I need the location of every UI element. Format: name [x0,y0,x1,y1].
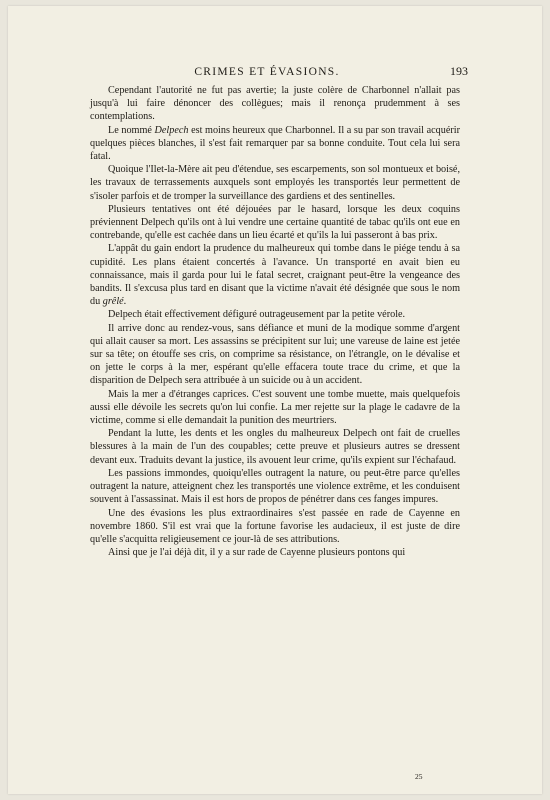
paragraph: Ainsi que je l'ai déjà dit, il y a sur rade de Cayenne plusieurs pontons qui [108,547,406,559]
paragraph: Pendant la lutte, les dents et les ongles du malheureux Delpech ont fait de cruelles blessures à la main de l'un des coupables; cette preuve et plusieurs autres se dressent devant eux. Traduits devant la justice, ils avouent leur crime, qu'ils expient sur l'échafaud. [90,428,460,466]
paragraph: Les passions immondes, quoiqu'elles outragent la nature, ou peut-être parce qu'elles outragent la nature, atteignent chez les transportés une violence extrême, et les conduisent souvent à l'assassinat. Mais il est hors de propos de pénétrer dans ces fanges impures. [90,467,460,506]
paragraph: Quoique l'Ilet-la-Mère ait peu d'étendue, ses escarpements, son sol montueux et boisé, les travaux de terrassements auxquels sont employés les transportés leur permettent de s'isoler parfois et de tromper la surveillance des gardiens et des sentinelles. [90,164,460,202]
emphasis: grêlé [102,296,124,308]
body-text [90,84,460,559]
paragraph: Plusieurs tentatives ont été déjouées par le hasard, lorsque les deux coquins préviennent Delpech qu'ils ont à lui vendre une certaine quantité de tabac qu'ils ont eue en contrebande, qu'elle est cachée dans un lieu écarté et qu'ils la lui passeront à bas prix. [90,203,460,242]
paragraph: Delpech était effectivement défiguré outrageusement par la petite vérole. [108,309,406,321]
running-head [66,64,468,84]
running-title: CRIMES ET ÉVASIONS. [194,66,340,78]
page-number: 193 [450,64,468,78]
paragraph: Cependant l'autorité ne fut pas avertie; la juste colère de Charbonnel n'allait pas jusqu'à lui faire dénoncer des collègues; mais il renonça prudemment à ses contemplations. [90,85,460,123]
book-page [8,6,542,794]
paragraph: Mais la mer a d'étranges caprices. C'est souvent une tombe muette, mais quelquefois aussi elle dévoile les secrets qu'on lui confie. La mer rejette sur la plage le cadavre de la victime, comme si elle demandait la punition des meurtriers. [90,388,460,427]
paragraph: Il arrive donc au rendez-vous, sans défiance et muni de la modique somme d'argent qui allait causer sa mort. Les assassins se précipitent sur lui; une vareuse de laine est jetée sur sa tête; on étouffe ses cris, on comprime sa résistance, on l'étrangle, on le dévalise et on jette le corps à la mer, espérant qu'elle effacera toute trace du crime, et que la disparition de Delpech sera attribuée à un suicide ou à un accident. [90,322,460,387]
paragraph: Une des évasions les plus extraordinaires s'est passée en rade de Cayenne en novembre 1860. S'il est vrai que la fortune favorise les audacieux, il est juste de dire qu'elle s'acquitta religieusement ce jour-là de ses attributions. [90,507,460,545]
signature-mark: 25 [415,772,423,781]
paragraph: Le nommé Delpech est moins heureux que Charbonnel. Il a su par son travail acquérir quelques pièces blanches, il s'est fait remarquer par sa bonne conduite. Tout cela lui sera fatal. [90,124,460,163]
paragraph: L'appât du gain endort la prudence du malheureux qui tombe dans le piége tendu à sa cupidité. Les plans étaient concertés à l'avance. Un transporté en avait bien eu connaissance, mais il garda pour lui le fatal secret, craignant peut-être la vengeance des bandits. Il s'excusa plus tard en disant que la victime n'avait été désignée que sous le nom du grêlé. [90,243,460,308]
emphasis: Delpech [154,124,189,136]
